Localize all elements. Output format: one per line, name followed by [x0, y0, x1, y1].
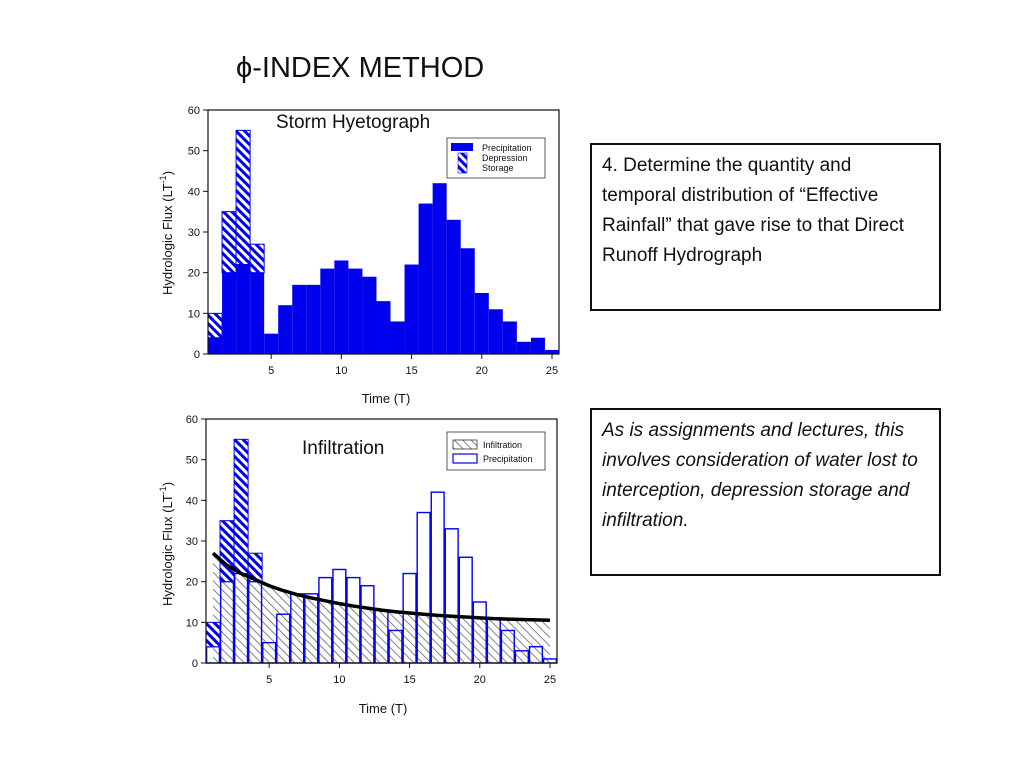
infiltration-chart [150, 408, 570, 720]
precipitation-bar [348, 269, 362, 354]
depression-storage-bar [222, 212, 236, 273]
precipitation-bar [250, 273, 264, 354]
y-tick-label: 30 [185, 536, 198, 548]
precipitation-bar [503, 321, 517, 354]
y-tick-label: 50 [185, 454, 198, 467]
precipitation-bar [433, 183, 447, 354]
y-tick-label: 0 [193, 349, 200, 361]
precipitation-bar [278, 305, 292, 354]
x-tick-label: 10 [333, 674, 346, 686]
precipitation-bar [531, 338, 545, 354]
precipitation-bar [517, 342, 531, 354]
precipitation-bar [264, 334, 278, 354]
x-tick-label: 10 [335, 365, 348, 377]
legend-swatch-infiltration [453, 440, 477, 449]
depression-storage-bar [250, 244, 264, 272]
precipitation-bar [236, 265, 250, 354]
x-tick-label: 20 [473, 674, 486, 686]
depression-storage-bar [220, 521, 234, 582]
y-tick-label: 10 [185, 617, 198, 630]
depression-storage-bar [208, 313, 222, 337]
legend-label-infiltration: Infiltration [483, 440, 523, 450]
y-axis-label: Hydrologic Flux $(LT^{-1})$ [158, 481, 175, 607]
precipitation-bar [461, 248, 475, 354]
legend-label-depression: Depression [482, 153, 528, 163]
precipitation-bar [447, 220, 461, 354]
precipitation-bar [376, 301, 390, 354]
precipitation-bar [489, 309, 503, 354]
y-tick-label: 10 [187, 308, 200, 321]
precipitation-bar [292, 285, 306, 354]
x-axis-label: Time (T) [358, 701, 408, 716]
y-axis-label: Hydrologic Flux $(LT^{-1})$ [158, 170, 175, 296]
legend-label-precipitation: Precipitation [482, 143, 532, 153]
legend-swatch-depression-storage [458, 153, 467, 173]
y-tick-label: 0 [191, 658, 198, 670]
x-tick-label: 15 [405, 365, 418, 377]
y-tick-label: 60 [187, 105, 200, 117]
legend-label-storage: Storage [482, 163, 514, 173]
y-tick-label: 40 [185, 495, 198, 508]
x-tick-label: 20 [475, 365, 488, 377]
x-tick-label: 5 [266, 674, 273, 686]
chart-title: Storm Hyetograph [276, 112, 431, 133]
legend-swatch-precipitation [451, 143, 473, 151]
slide-title: ϕ-INDEX METHOD [236, 52, 485, 84]
x-tick-label: 25 [543, 674, 557, 686]
x-tick-label: 15 [403, 674, 416, 686]
precipitation-bar [475, 293, 489, 354]
note-text-box: As is assignments and lectures, this involves consideration of water lost to interception, depression storage and infiltration. [590, 408, 941, 576]
infiltration-area [213, 553, 550, 663]
y-tick-label: 30 [187, 227, 200, 239]
y-tick-label: 50 [187, 145, 200, 158]
step-text-box: 4. Determine the quantity and temporal distribution of “Effective Rainfall” that gave rise to that Direct Runoff Hydrograph [590, 143, 941, 311]
precipitation-bar [306, 285, 320, 354]
x-axis-label: Time (T) [361, 391, 411, 406]
precipitation-bar [545, 350, 559, 354]
y-tick-label: 20 [185, 576, 198, 589]
chart-legend [447, 138, 545, 178]
y-tick-label: 20 [187, 267, 200, 280]
x-tick-label: 25 [545, 365, 559, 377]
x-tick-label: 5 [268, 365, 275, 377]
precipitation-bar [391, 321, 405, 354]
depression-storage-bar [236, 130, 250, 264]
depression-storage-bar [234, 439, 248, 573]
depression-storage-bar [206, 622, 220, 646]
precipitation-bar [208, 338, 222, 354]
chart-legend [447, 432, 545, 470]
legend-swatch-precipitation [453, 454, 477, 463]
y-tick-label: 60 [185, 414, 198, 426]
precipitation-bar [222, 273, 236, 354]
precipitation-bar [419, 204, 433, 354]
y-tick-label: 40 [187, 186, 200, 199]
legend-label-precipitation: Precipitation [483, 454, 533, 464]
precipitation-bar [334, 260, 348, 354]
chart-title: Infiltration [302, 438, 385, 459]
precipitation-bar [362, 277, 376, 354]
storm-hyetograph-chart [150, 98, 570, 410]
precipitation-bar [320, 269, 334, 354]
precipitation-bar [405, 265, 419, 354]
